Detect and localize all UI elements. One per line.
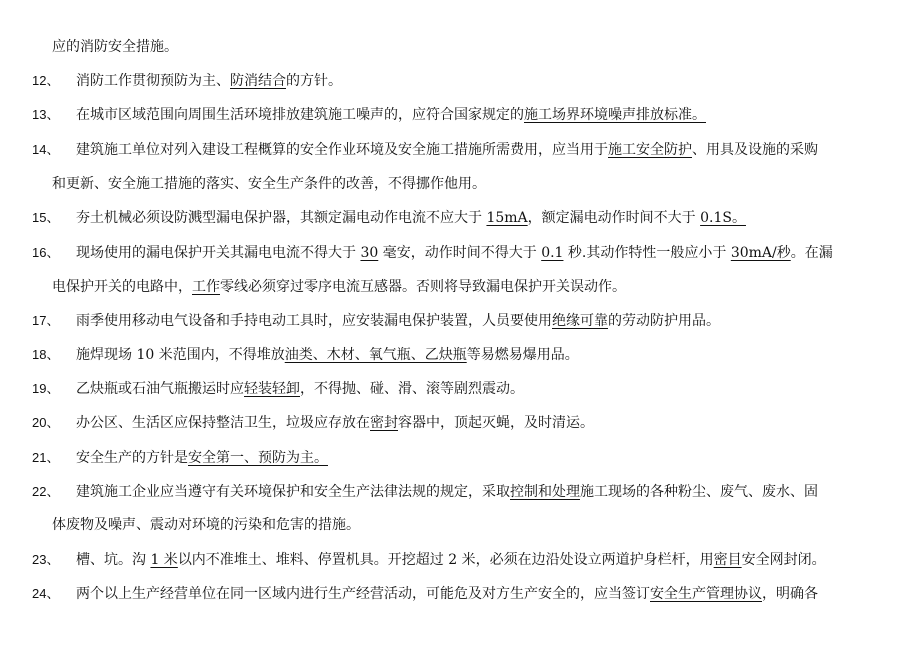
text-run: 施焊现场 10 米范围内，不得堆放 <box>76 347 285 363</box>
item-text <box>76 105 706 125</box>
text-run: 零线必须穿过零序电流互感器。否则将导致漏电保护开关误动作。 <box>220 279 626 295</box>
text-run: 。在漏 <box>790 245 833 261</box>
item-text <box>52 277 626 297</box>
underlined-answer: 密封 <box>370 415 398 431</box>
text-run: ，额定漏电动作时间不大于 <box>527 210 701 226</box>
item-number: 17、 <box>32 313 60 328</box>
item-number: 20、 <box>32 415 60 430</box>
text-run: 等易燃易爆用品。 <box>466 347 579 363</box>
item-number: 23、 <box>32 552 60 567</box>
item-text <box>76 413 594 433</box>
item-text <box>52 37 178 57</box>
item-text <box>76 71 342 91</box>
text-run: 体废物及噪声、震动对环境的污染和危害的措施。 <box>52 517 360 533</box>
item-text <box>76 243 833 263</box>
item-text <box>76 584 818 604</box>
text-run: 毫安，动作时间不得大于 <box>378 245 542 261</box>
text-run: 施工现场的各种粉尘、废气、废水、固 <box>580 484 818 500</box>
underlined-answer: 油类、木材、氧气瓶、乙炔瓶 <box>284 347 467 363</box>
item-text <box>76 448 328 468</box>
text-run: 消防工作贯彻预防为主、 <box>76 73 230 89</box>
text-run: ，不得抛、碰、滑、滚等剧烈震动。 <box>300 381 524 397</box>
item-number: 13、 <box>32 107 60 122</box>
underlined-answer: 安全第一、预防为主。 <box>188 450 328 466</box>
underlined-answer: 施工场界环境噪声排放标准。 <box>524 107 706 123</box>
item-text <box>52 515 360 535</box>
text-run: 应的消防安全措施。 <box>52 39 178 55</box>
text-run: 容器中，顶起灭蝇，及时清运。 <box>398 415 594 431</box>
underlined-answer: 30 <box>360 245 379 261</box>
item-text <box>76 311 720 331</box>
text-run: 、用具及设施的采购 <box>692 142 818 158</box>
text-run: 办公区、生活区应保持整洁卫生，垃圾应存放在 <box>76 415 370 431</box>
underlined-answer: 轻装轻卸 <box>244 381 300 397</box>
underlined-answer: 30mA/秒 <box>730 245 791 261</box>
underlined-answer: 15mA <box>486 210 528 226</box>
text-run: 秒.其动作特性一般应小于 <box>563 245 731 261</box>
text-run: 安全网封闭。 <box>741 552 826 568</box>
item-number: 18、 <box>32 347 60 362</box>
underlined-answer: 防消结合 <box>230 73 286 89</box>
text-run: 夯土机械必须设防溅型漏电保护器，其额定漏电动作电流不应大于 <box>76 210 487 226</box>
text-run: 的方针。 <box>286 73 342 89</box>
item-text <box>76 140 818 160</box>
underlined-answer: 安全生产管理协议 <box>650 586 762 602</box>
text-run: 雨季使用移动电气设备和手持电动工具时，应安装漏电保护装置，人员要使用 <box>76 313 552 329</box>
item-number: 15、 <box>32 210 60 225</box>
underlined-answer: 绝缘可靠 <box>552 313 608 329</box>
text-run: 安全生产的方针是 <box>76 450 188 466</box>
text-run: 和更新、安全施工措施的落实、安全生产条件的改善，不得挪作他用。 <box>52 176 486 192</box>
underlined-answer: 0.1 <box>541 245 564 261</box>
text-run: 的劳动防护用品。 <box>608 313 720 329</box>
text-run: 电保护开关的电路中， <box>52 279 192 295</box>
item-number: 14、 <box>32 142 60 157</box>
item-number: 21、 <box>32 450 60 465</box>
item-number: 16、 <box>32 245 60 260</box>
item-text <box>76 208 746 228</box>
item-number: 12、 <box>32 73 60 88</box>
text-run: 建筑施工单位对列入建设工程概算的安全作业环境及安全施工措施所需费用，应当用于 <box>76 142 608 158</box>
underlined-answer: 0.1S。 <box>700 210 746 226</box>
item-number: 22、 <box>32 484 60 499</box>
text-run: 两个以上生产经营单位在同一区域内进行生产经营活动，可能危及对方生产安全的，应当签订 <box>76 586 650 602</box>
text-run: 以内不准堆土、堆料、停置机具。开挖超过 2 米，必须在边沿处设立两道护身栏杆，用 <box>177 552 714 568</box>
text-run: 在城市区域范围向周围生活环境排放建筑施工噪声的，应符合国家规定的 <box>76 107 524 123</box>
item-text <box>76 550 826 570</box>
item-text <box>52 174 486 194</box>
text-run: 现场使用的漏电保护开关其漏电电流不得大于 <box>76 245 361 261</box>
text-run: 槽、坑。沟 <box>76 552 151 568</box>
underlined-answer: 1 米 <box>150 552 178 568</box>
text-run: 建筑施工企业应当遵守有关环境保护和安全生产法律法规的规定，采取 <box>76 484 510 500</box>
item-text <box>76 482 818 502</box>
underlined-answer: 工作 <box>192 279 220 295</box>
underlined-answer: 控制和处理 <box>510 484 580 500</box>
underlined-answer: 密目 <box>713 552 742 568</box>
text-run: 乙炔瓶或石油气瓶搬运时应 <box>76 381 244 397</box>
item-text <box>76 379 524 399</box>
underlined-answer: 施工安全防护 <box>608 142 692 158</box>
item-number: 19、 <box>32 381 60 396</box>
item-number: 24、 <box>32 586 60 601</box>
item-text <box>76 345 579 365</box>
text-run: ，明确各 <box>762 586 818 602</box>
